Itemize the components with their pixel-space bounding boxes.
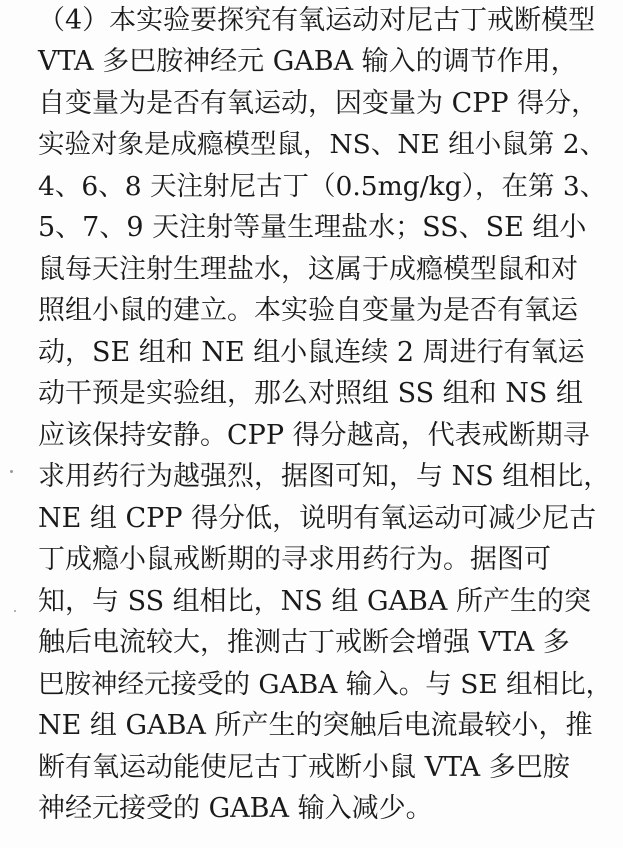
text-line: NE 组 CPP 得分低，说明有氧运动可减少尼古 — [38, 503, 597, 534]
text-line: 4、6、8 天注射尼古丁（0.5mg/kg），在第 3、 — [38, 171, 607, 202]
text-line: VTA 多巴胺神经元 GABA 输入的调节作用， — [38, 46, 578, 77]
text-line: 求用药行为越强烈，据图可知，与 NS 组相比， — [38, 461, 611, 492]
text-line: 5、7、9 天注射等量生理盐水；SS、SE 组小 — [38, 212, 587, 243]
text-line: 断有氧运动能使尼古丁戒断小鼠 VTA 多巴胺 — [38, 752, 570, 783]
text-line: 动干预是实验组，那么对照组 SS 组和 NS 组 — [38, 378, 583, 409]
text-line: 自变量为是否有氧运动，因变量为 CPP 得分， — [38, 88, 599, 119]
text-line: 照组小鼠的建立。本实验自变量为是否有氧运 — [38, 295, 578, 326]
text-line: NE 组 GABA 所产生的突触后电流最较小，推 — [38, 710, 593, 741]
text-line: 实验对象是成瘾模型鼠，NS、NE 组小鼠第 2、 — [38, 129, 607, 160]
text-line: 动，SE 组和 NE 组小鼠连续 2 周进行有氧运 — [38, 337, 585, 368]
text-line: 丁成瘾小鼠戒断期的寻求用药行为。据图可 — [38, 544, 551, 575]
text-line: 鼠每天注射生理盐水，这属于成瘾模型鼠和对 — [38, 254, 578, 285]
text-line: 应该保持安静。CPP 得分越高，代表戒断期寻 — [38, 420, 590, 451]
text-line: 神经元接受的 GABA 输入减少。 — [38, 793, 433, 824]
text-line: 知，与 SS 组相比，NS 组 GABA 所产生的突 — [38, 586, 591, 617]
text-line: 触后电流较大，推测古丁戒断会增强 VTA 多 — [38, 627, 570, 658]
text-line: （4）本实验要探究有氧运动对尼古丁戒断模型 — [38, 5, 596, 36]
text-line: 巴胺神经元接受的 GABA 输入。与 SE 组相比， — [38, 669, 613, 700]
